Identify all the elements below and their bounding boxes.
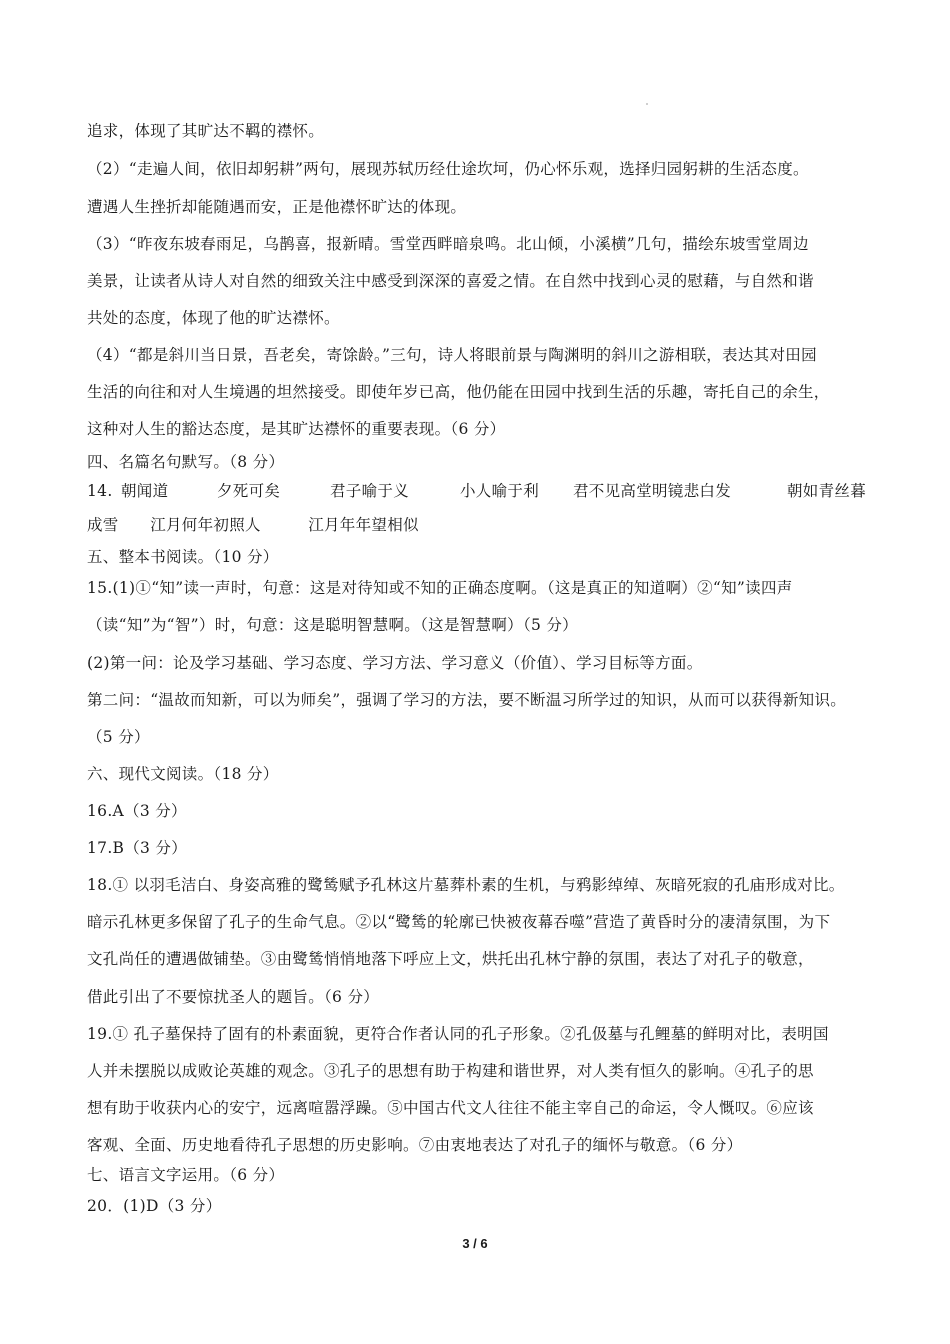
text-line: 17.B（3 分） (87, 839, 188, 857)
text-line: 借此引出了不要惊扰圣人的题旨。（6 分） (87, 988, 380, 1006)
text-line: 暗示孔林更多保留了孔子的生命气息。②以“鹭鸶的轮廓已快被夜幕吞噬”营造了黄昏时分的凄清氛围，为下 (87, 913, 831, 931)
section-heading: 四、名篇名句默写。（8 分） (87, 453, 285, 471)
section-heading: 六、现代文阅读。（18 分） (87, 765, 279, 783)
text-line: (2)第一问：论及学习基础、学习态度、学习方法、学习意义（价值）、学习目标等方面。 (87, 654, 703, 672)
text-line: 客观、全面、历史地看待孔子思想的历史影响。⑦由衷地表达了对孔子的缅怀与敬意。（6 分） (87, 1136, 743, 1154)
text-line: 遭遇人生挫折却能随遇而安，正是他襟怀旷达的体现。 (87, 198, 467, 216)
text-line: 15.(1)①“知”读一声时，句意：这是对待知或不知的正确态度啊。（这是真正的知道啊）②“知”读四声 (87, 579, 793, 597)
page-number: 3 / 6 (462, 1236, 488, 1251)
text-line: （5 分） (87, 728, 150, 746)
text-line: 18.① 以羽毛洁白、身姿高雅的鹭鸶赋予孔林这片墓葬朴素的生机，与鸦影绰绰、灰暗死寂的孔庙形成对比。 (87, 876, 845, 894)
text-line: 想有助于收获内心的安宁，远离喧嚣浮躁。⑤中国古代文人往往不能主宰自己的命运，令人慨叹。⑥应该 (87, 1099, 814, 1117)
answer-item: 君不见高堂明镜悲白发 (573, 482, 732, 500)
section-heading: 七、语言文字运用。（6 分） (87, 1166, 285, 1184)
text-line: 16.A（3 分） (87, 802, 187, 820)
text-line: 19.① 孔子墓保持了固有的朴素面貌，更符合作者认同的孔子形象。②孔伋墓与孔鲤墓的鲜明对比，表明国 (87, 1025, 829, 1043)
text-line: 美景，让读者从诗人对自然的细致关注中感受到深深的喜爱之情。在自然中找到心灵的慰藉，与自然和谐 (87, 272, 814, 290)
text-line: 这种对人生的豁达态度，是其旷达襟怀的重要表现。（6 分） (87, 420, 506, 438)
answer-item: 朝闻道 (121, 482, 169, 500)
text-line: 文孔尚任的遭遇做铺垫。③由鹭鸶悄悄地落下呼应上文，烘托出孔林宁静的氛围，表达了对孔子的敬意， (87, 950, 814, 968)
question-14-answers (87, 481, 887, 501)
text-line: 共处的态度，体现了他的旷达襟怀。 (87, 309, 340, 327)
text-line: 生活的向往和对人生境遇的坦然接受。即使年岁已高，他仍能在田园中找到生活的乐趣，寄托自己的余生， (87, 383, 830, 401)
text-line: 第二问：“温故而知新，可以为师矣”，强调了学习的方法，要不断温习所学过的知识，从而可以获得新知识。 (87, 691, 847, 709)
text-line: 人并未摆脱以成败论英雄的观念。③孔子的思想有助于构建和谐世界，对人类有恒久的影响。④孔子的思 (87, 1062, 814, 1080)
text-line: 成雪 江月何年初照人 江月年年望相似 (87, 516, 419, 534)
text-line: （4）“都是斜川当日景，吾老矣，寄馀龄。”三句，诗人将眼前景与陶渊明的斜川之游相联，表达其对田园 (87, 346, 817, 364)
answer-item: 君子喻于义 (330, 482, 410, 500)
scan-speck (646, 103, 648, 105)
section-heading: 五、整本书阅读。（10 分） (87, 548, 279, 566)
text-line: （2）“走遍人间，依旧却躬耕”两句，展现苏轼历经仕途坎坷，仍心怀乐观，选择归园躬耕的生活态度。 (87, 160, 809, 178)
answer-item: 夕死可矣 (217, 482, 281, 500)
text-line: 追求，体现了其旷达不羁的襟怀。 (87, 122, 325, 140)
text-line: （读“知”为“智”）时，句意：这是聪明智慧啊。（这是智慧啊）（5 分） (87, 616, 578, 634)
question-number: 14. (87, 482, 113, 500)
text-line: 20．(1)D（3 分） (87, 1197, 222, 1215)
text-line: （3）“昨夜东坡春雨足，乌鹊喜，报新晴。雪堂西畔暗泉鸣。北山倾，小溪横”几句，描绘东坡雪堂周边 (87, 235, 809, 253)
answer-item: 朝如青丝暮 (787, 482, 867, 500)
answer-item: 小人喻于利 (460, 482, 540, 500)
